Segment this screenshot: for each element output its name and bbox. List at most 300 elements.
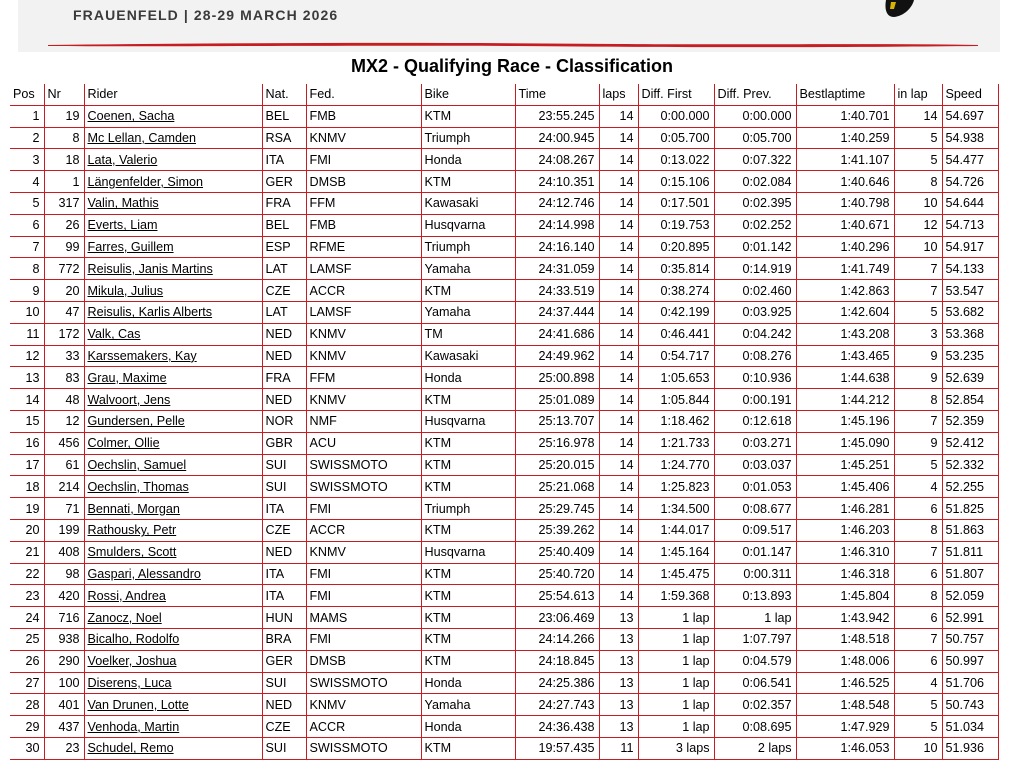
- column-header-in-lap: in lap: [894, 84, 942, 105]
- cell-pos: 13: [10, 367, 44, 389]
- cell-bike: KTM: [421, 454, 515, 476]
- cell-speed: 52.639: [942, 367, 998, 389]
- cell-nat: NED: [262, 694, 306, 716]
- cell-in-lap: 7: [894, 258, 942, 280]
- page-title: MX2 - Qualifying Race - Classification: [350, 56, 674, 76]
- cell-in-lap: 10: [894, 192, 942, 214]
- table-row: [10, 171, 998, 193]
- cell-bike: Honda: [421, 367, 515, 389]
- cell-pos: 1: [10, 105, 44, 127]
- table-row: [10, 149, 998, 171]
- table-row: [10, 476, 998, 498]
- cell-bestlaptime: 1:40.701: [796, 105, 894, 127]
- cell-laps: 14: [599, 236, 638, 258]
- cell-nr: 33: [44, 345, 84, 367]
- cell-speed: 52.255: [942, 476, 998, 498]
- cell-time: 24:10.351: [515, 171, 599, 193]
- cell-bike: KTM: [421, 737, 515, 759]
- cell-nat: GBR: [262, 432, 306, 454]
- cell-diff-first: 0:15.106: [638, 171, 714, 193]
- cell-pos: 11: [10, 323, 44, 345]
- cell-rider: [84, 737, 262, 759]
- cell-nat: ITA: [262, 563, 306, 585]
- cell-nr: 100: [44, 672, 84, 694]
- table-body: [10, 105, 998, 759]
- cell-laps: 14: [599, 214, 638, 236]
- cell-rider: [84, 171, 262, 193]
- column-header-time: Time: [515, 84, 599, 105]
- cell-laps: 14: [599, 280, 638, 302]
- cell-laps: 14: [599, 258, 638, 280]
- cell-speed: 54.917: [942, 236, 998, 258]
- cell-rider: [84, 214, 262, 236]
- cell-bestlaptime: 1:45.090: [796, 432, 894, 454]
- cell-in-lap: 5: [894, 127, 942, 149]
- cell-nr: 199: [44, 519, 84, 541]
- cell-nr: 19: [44, 105, 84, 127]
- cell-bike: Yamaha: [421, 258, 515, 280]
- cell-nat: CZE: [262, 280, 306, 302]
- rider-link[interactable]: Reisulis, Karlis Alberts: [87, 305, 213, 320]
- cell-diff-prev: 1:07.797: [714, 628, 796, 650]
- cell-pos: 20: [10, 519, 44, 541]
- cell-nr: 214: [44, 476, 84, 498]
- cell-laps: 14: [599, 192, 638, 214]
- cell-time: 24:25.386: [515, 672, 599, 694]
- cell-laps: 14: [599, 323, 638, 345]
- cell-diff-first: 0:46.441: [638, 323, 714, 345]
- cell-rider: [84, 672, 262, 694]
- column-header-rider: Rider: [84, 84, 262, 105]
- cell-time: 25:16.978: [515, 432, 599, 454]
- rider-link[interactable]: Bicalho, Rodolfo: [87, 632, 180, 647]
- table-row: [10, 410, 998, 432]
- cell-pos: 2: [10, 127, 44, 149]
- cell-time: 25:21.068: [515, 476, 599, 498]
- rider-link[interactable]: Colmer, Ollie: [87, 436, 160, 451]
- cell-pos: 15: [10, 410, 44, 432]
- cell-pos: 3: [10, 149, 44, 171]
- cell-bike: Husqvarna: [421, 410, 515, 432]
- cell-bestlaptime: 1:48.548: [796, 694, 894, 716]
- cell-in-lap: 9: [894, 345, 942, 367]
- rider-link[interactable]: Zanocz, Noel: [87, 610, 162, 625]
- cell-fed: DMSB: [306, 171, 421, 193]
- cell-laps: 13: [599, 650, 638, 672]
- cell-time: 24:00.945: [515, 127, 599, 149]
- cell-laps: 14: [599, 345, 638, 367]
- rider-link[interactable]: Rossi, Andrea: [87, 588, 166, 603]
- table-row: [10, 672, 998, 694]
- cell-in-lap: 9: [894, 432, 942, 454]
- cell-time: 24:27.743: [515, 694, 599, 716]
- cell-time: 25:29.745: [515, 498, 599, 520]
- cell-bike: KTM: [421, 628, 515, 650]
- cell-diff-prev: 0:02.395: [714, 192, 796, 214]
- cell-diff-prev: 0:00.311: [714, 563, 796, 585]
- cell-nat: CZE: [262, 519, 306, 541]
- cell-nr: 83: [44, 367, 84, 389]
- cell-diff-first: 1 lap: [638, 716, 714, 738]
- cell-in-lap: 5: [894, 716, 942, 738]
- cell-diff-prev: 0:00.000: [714, 105, 796, 127]
- table-row: [10, 650, 998, 672]
- rider-link[interactable]: Gundersen, Pelle: [87, 414, 185, 429]
- cell-in-lap: 8: [894, 171, 942, 193]
- cell-pos: 23: [10, 585, 44, 607]
- cell-bike: TM: [421, 323, 515, 345]
- cell-speed: 54.133: [942, 258, 998, 280]
- cell-speed: 51.706: [942, 672, 998, 694]
- cell-nat: ESP: [262, 236, 306, 258]
- rider-link[interactable]: Längenfelder, Simon: [87, 174, 204, 189]
- cell-pos: 25: [10, 628, 44, 650]
- table-row: [10, 607, 998, 629]
- cell-pos: 28: [10, 694, 44, 716]
- cell-nat: SUI: [262, 454, 306, 476]
- rider-link[interactable]: Mikula, Julius: [87, 283, 164, 298]
- cell-in-lap: 6: [894, 650, 942, 672]
- rider-link[interactable]: Farres, Guillem: [87, 239, 174, 254]
- cell-bestlaptime: 1:44.638: [796, 367, 894, 389]
- classification-table: [10, 84, 999, 760]
- cell-diff-first: 0:42.199: [638, 301, 714, 323]
- rider-link[interactable]: Valin, Mathis: [87, 196, 159, 211]
- cell-bike: Yamaha: [421, 694, 515, 716]
- cell-fed: FMB: [306, 214, 421, 236]
- cell-nat: SUI: [262, 476, 306, 498]
- cell-in-lap: 5: [894, 694, 942, 716]
- cell-rider: [84, 389, 262, 411]
- cell-rider: [84, 628, 262, 650]
- cell-time: 24:12.746: [515, 192, 599, 214]
- cell-nat: ITA: [262, 498, 306, 520]
- rider-link[interactable]: Grau, Maxime: [87, 370, 167, 385]
- cell-fed: ACCR: [306, 280, 421, 302]
- cell-time: 24:08.267: [515, 149, 599, 171]
- cell-rider: [84, 694, 262, 716]
- cell-time: 25:40.720: [515, 563, 599, 585]
- rider-link[interactable]: Lata, Valerio: [87, 152, 158, 167]
- cell-pos: 7: [10, 236, 44, 258]
- cell-bike: Kawasaki: [421, 345, 515, 367]
- cell-nat: NOR: [262, 410, 306, 432]
- cell-speed: 52.991: [942, 607, 998, 629]
- cell-speed: 51.863: [942, 519, 998, 541]
- cell-bestlaptime: 1:46.053: [796, 737, 894, 759]
- cell-in-lap: 6: [894, 498, 942, 520]
- cell-fed: FFM: [306, 192, 421, 214]
- rider-link[interactable]: Van Drunen, Lotte: [87, 697, 189, 712]
- cell-bestlaptime: 1:44.212: [796, 389, 894, 411]
- cell-laps: 14: [599, 127, 638, 149]
- cell-in-lap: 8: [894, 389, 942, 411]
- cell-rider: [84, 258, 262, 280]
- cell-speed: 54.477: [942, 149, 998, 171]
- cell-bike: Honda: [421, 149, 515, 171]
- cell-diff-prev: 0:14.919: [714, 258, 796, 280]
- cell-diff-prev: 0:01.053: [714, 476, 796, 498]
- cell-in-lap: 7: [894, 541, 942, 563]
- cell-bike: Husqvarna: [421, 214, 515, 236]
- cell-diff-first: 0:20.895: [638, 236, 714, 258]
- cell-diff-first: 0:35.814: [638, 258, 714, 280]
- cell-bike: KTM: [421, 171, 515, 193]
- cell-fed: FFM: [306, 367, 421, 389]
- column-header-nr: Nr: [44, 84, 84, 105]
- cell-laps: 14: [599, 519, 638, 541]
- rider-link[interactable]: Voelker, Joshua: [87, 654, 177, 669]
- cell-laps: 14: [599, 585, 638, 607]
- cell-rider: [84, 345, 262, 367]
- cell-nr: 8: [44, 127, 84, 149]
- cell-bestlaptime: 1:40.646: [796, 171, 894, 193]
- cell-fed: FMB: [306, 105, 421, 127]
- cell-nr: 401: [44, 694, 84, 716]
- rider-link[interactable]: Diserens, Luca: [87, 675, 172, 690]
- cell-time: 25:00.898: [515, 367, 599, 389]
- cell-diff-prev: 0:05.700: [714, 127, 796, 149]
- cell-bestlaptime: 1:41.107: [796, 149, 894, 171]
- cell-nat: GER: [262, 650, 306, 672]
- cell-rider: [84, 498, 262, 520]
- table-row: [10, 628, 998, 650]
- cell-nat: ITA: [262, 585, 306, 607]
- cell-pos: 18: [10, 476, 44, 498]
- cell-fed: SWISSMOTO: [306, 737, 421, 759]
- cell-time: 24:14.266: [515, 628, 599, 650]
- cell-pos: 19: [10, 498, 44, 520]
- cell-nr: 98: [44, 563, 84, 585]
- cell-nr: 938: [44, 628, 84, 650]
- table-row: [10, 192, 998, 214]
- cell-bestlaptime: 1:45.804: [796, 585, 894, 607]
- cell-nat: BEL: [262, 214, 306, 236]
- cell-diff-first: 1:59.368: [638, 585, 714, 607]
- cell-bestlaptime: 1:48.006: [796, 650, 894, 672]
- cell-time: 23:55.245: [515, 105, 599, 127]
- cell-in-lap: 5: [894, 149, 942, 171]
- cell-bestlaptime: 1:46.203: [796, 519, 894, 541]
- cell-fed: FMI: [306, 563, 421, 585]
- cell-nat: FRA: [262, 192, 306, 214]
- cell-nat: HUN: [262, 607, 306, 629]
- cell-laps: 11: [599, 737, 638, 759]
- cell-nr: 290: [44, 650, 84, 672]
- rider-link[interactable]: Schudel, Remo: [87, 741, 174, 756]
- table-row: [10, 563, 998, 585]
- cell-diff-prev: 0:04.242: [714, 323, 796, 345]
- rider-link[interactable]: Coenen, Sacha: [87, 109, 175, 124]
- cell-diff-first: 1:24.770: [638, 454, 714, 476]
- cell-fed: FMI: [306, 498, 421, 520]
- cell-time: 24:33.519: [515, 280, 599, 302]
- cell-fed: KNMV: [306, 541, 421, 563]
- cell-bestlaptime: 1:46.525: [796, 672, 894, 694]
- cell-laps: 14: [599, 432, 638, 454]
- cell-nat: GER: [262, 171, 306, 193]
- cell-laps: 14: [599, 541, 638, 563]
- cell-nat: SUI: [262, 672, 306, 694]
- cell-bestlaptime: 1:45.251: [796, 454, 894, 476]
- cell-pos: 16: [10, 432, 44, 454]
- cell-bestlaptime: 1:40.296: [796, 236, 894, 258]
- cell-speed: 54.726: [942, 171, 998, 193]
- cell-in-lap: 7: [894, 280, 942, 302]
- cell-diff-first: 1 lap: [638, 628, 714, 650]
- cell-speed: 52.059: [942, 585, 998, 607]
- cell-laps: 14: [599, 301, 638, 323]
- rider-link[interactable]: Reisulis, Janis Martins: [87, 261, 213, 276]
- cell-bestlaptime: 1:41.749: [796, 258, 894, 280]
- cell-diff-first: 1 lap: [638, 650, 714, 672]
- cell-bike: Triumph: [421, 127, 515, 149]
- cell-in-lap: 4: [894, 672, 942, 694]
- cell-bestlaptime: 1:46.310: [796, 541, 894, 563]
- cell-diff-prev: 0:02.357: [714, 694, 796, 716]
- cell-in-lap: 6: [894, 607, 942, 629]
- cell-nr: 456: [44, 432, 84, 454]
- rider-link[interactable]: Karssemakers, Kay: [87, 348, 197, 363]
- cell-diff-first: 1:45.475: [638, 563, 714, 585]
- cell-in-lap: 12: [894, 214, 942, 236]
- cell-time: 24:36.438: [515, 716, 599, 738]
- cell-pos: 24: [10, 607, 44, 629]
- rider-link[interactable]: Valk, Cas: [87, 327, 141, 342]
- cell-in-lap: 3: [894, 323, 942, 345]
- cell-bike: Kawasaki: [421, 192, 515, 214]
- cell-laps: 14: [599, 476, 638, 498]
- cell-nat: NED: [262, 345, 306, 367]
- cell-rider: [84, 454, 262, 476]
- cell-rider: [84, 280, 262, 302]
- cell-time: 23:06.469: [515, 607, 599, 629]
- cell-rider: [84, 650, 262, 672]
- cell-bestlaptime: 1:45.406: [796, 476, 894, 498]
- cell-nat: NED: [262, 389, 306, 411]
- cell-diff-first: 1:18.462: [638, 410, 714, 432]
- rider-link[interactable]: Gaspari, Alessandro: [87, 566, 201, 581]
- table-header-row: [10, 84, 998, 105]
- cell-speed: 54.938: [942, 127, 998, 149]
- cell-rider: [84, 301, 262, 323]
- cell-diff-prev: 0:03.037: [714, 454, 796, 476]
- cell-diff-first: 1:21.733: [638, 432, 714, 454]
- column-header-nat: Nat.: [262, 84, 306, 105]
- table-row: [10, 432, 998, 454]
- cell-time: 19:57.435: [515, 737, 599, 759]
- cell-speed: 51.825: [942, 498, 998, 520]
- cell-laps: 13: [599, 694, 638, 716]
- cell-nat: LAT: [262, 258, 306, 280]
- cell-pos: 12: [10, 345, 44, 367]
- cell-laps: 13: [599, 628, 638, 650]
- cell-speed: 54.713: [942, 214, 998, 236]
- cell-rider: [84, 716, 262, 738]
- rider-link[interactable]: Walvoort, Jens: [87, 392, 171, 407]
- cell-diff-prev: 0:03.271: [714, 432, 796, 454]
- table-row: [10, 323, 998, 345]
- cell-diff-first: 3 laps: [638, 737, 714, 759]
- rider-link[interactable]: Rathousky, Petr: [87, 523, 177, 538]
- cell-bestlaptime: 1:40.798: [796, 192, 894, 214]
- table-row: [10, 541, 998, 563]
- cell-pos: 9: [10, 280, 44, 302]
- cell-nat: ITA: [262, 149, 306, 171]
- table-row: [10, 389, 998, 411]
- cell-fed: KNMV: [306, 127, 421, 149]
- cell-speed: 52.359: [942, 410, 998, 432]
- cell-nr: 23: [44, 737, 84, 759]
- rider-link[interactable]: Smulders, Scott: [87, 545, 177, 560]
- cell-diff-first: 0:19.753: [638, 214, 714, 236]
- rider-link[interactable]: Venhoda, Martin: [87, 719, 180, 734]
- cell-laps: 14: [599, 171, 638, 193]
- cell-time: 25:20.015: [515, 454, 599, 476]
- cell-diff-first: 0:05.700: [638, 127, 714, 149]
- cell-laps: 14: [599, 105, 638, 127]
- cell-laps: 14: [599, 149, 638, 171]
- cell-time: 24:18.845: [515, 650, 599, 672]
- table-row: [10, 694, 998, 716]
- cell-diff-first: 1:05.844: [638, 389, 714, 411]
- cell-in-lap: 7: [894, 628, 942, 650]
- cell-fed: ACCR: [306, 716, 421, 738]
- table-row: [10, 280, 998, 302]
- column-header-bike: Bike: [421, 84, 515, 105]
- table-row: [10, 258, 998, 280]
- cell-diff-prev: 0:09.517: [714, 519, 796, 541]
- cell-nr: 61: [44, 454, 84, 476]
- cell-bestlaptime: 1:48.518: [796, 628, 894, 650]
- cell-pos: 22: [10, 563, 44, 585]
- rider-link[interactable]: Everts, Liam: [87, 218, 158, 233]
- rider-link[interactable]: Bennati, Morgan: [87, 501, 180, 516]
- cell-bestlaptime: 1:45.196: [796, 410, 894, 432]
- rider-link[interactable]: Mc Lellan, Camden: [87, 130, 196, 145]
- cell-time: 24:49.962: [515, 345, 599, 367]
- cell-diff-first: 1:45.164: [638, 541, 714, 563]
- cell-diff-first: 0:17.501: [638, 192, 714, 214]
- cell-speed: 54.644: [942, 192, 998, 214]
- cell-diff-first: 0:13.022: [638, 149, 714, 171]
- cell-time: 25:01.089: [515, 389, 599, 411]
- cell-bestlaptime: 1:47.929: [796, 716, 894, 738]
- cell-nr: 772: [44, 258, 84, 280]
- rider-link[interactable]: Oechslin, Samuel: [87, 457, 187, 472]
- cell-diff-prev: 0:02.460: [714, 280, 796, 302]
- cell-bike: KTM: [421, 432, 515, 454]
- cell-diff-prev: 0:02.084: [714, 171, 796, 193]
- cell-diff-prev: 0:04.579: [714, 650, 796, 672]
- cell-fed: MAMS: [306, 607, 421, 629]
- cell-bestlaptime: 1:46.318: [796, 563, 894, 585]
- cell-time: 24:41.686: [515, 323, 599, 345]
- cell-bike: KTM: [421, 607, 515, 629]
- cell-rider: [84, 367, 262, 389]
- cell-diff-prev: 2 laps: [714, 737, 796, 759]
- cell-in-lap: 4: [894, 476, 942, 498]
- cell-diff-prev: 0:10.936: [714, 367, 796, 389]
- column-header-diff-prev: Diff. Prev.: [714, 84, 796, 105]
- cell-diff-prev: 0:06.541: [714, 672, 796, 694]
- table-row: [10, 301, 998, 323]
- rider-link[interactable]: Oechslin, Thomas: [87, 479, 189, 494]
- cell-in-lap: 8: [894, 585, 942, 607]
- cell-nr: 716: [44, 607, 84, 629]
- cell-rider: [84, 432, 262, 454]
- table-row: [10, 105, 998, 127]
